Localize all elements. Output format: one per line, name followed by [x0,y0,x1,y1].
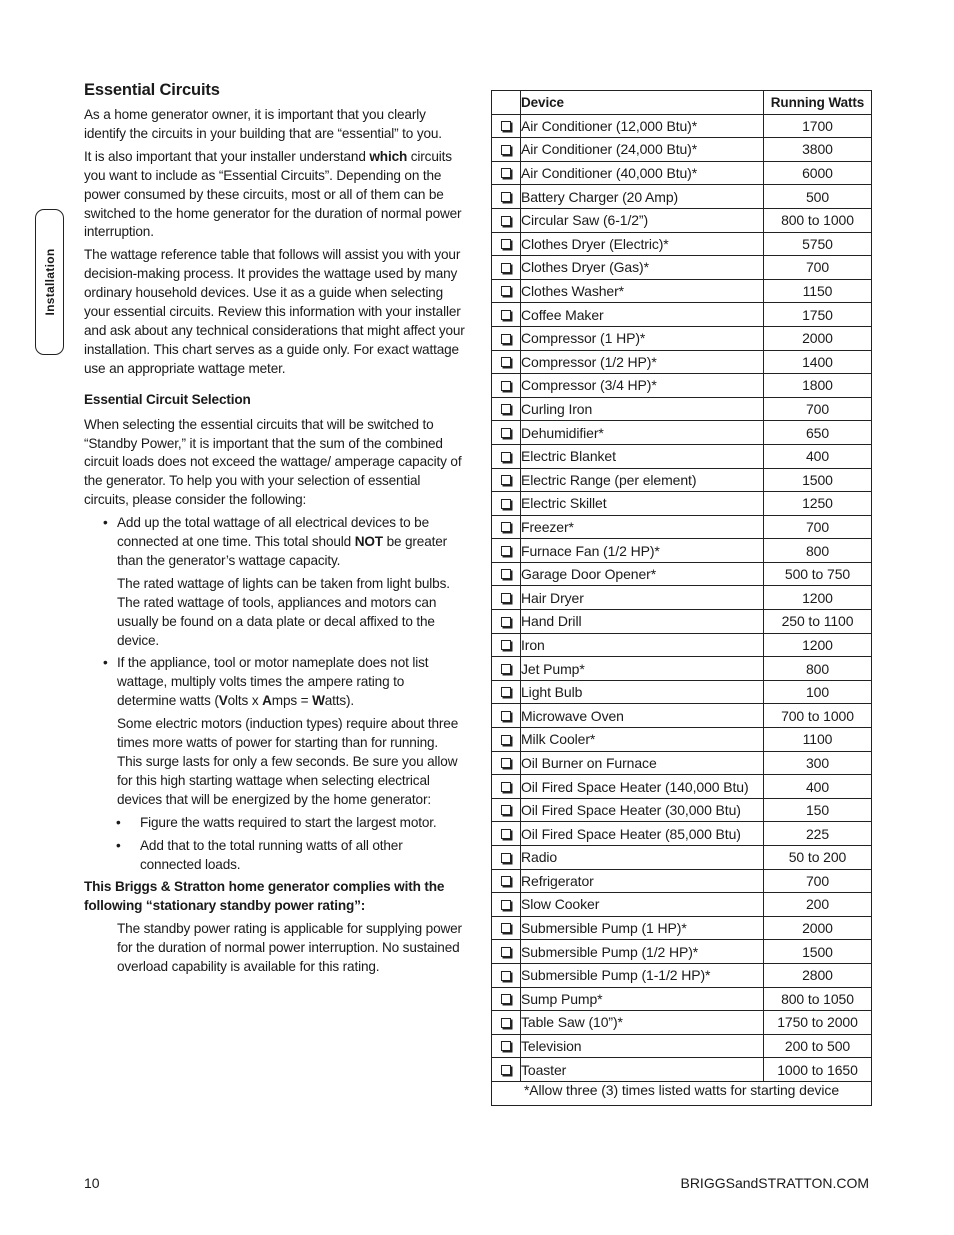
checkbox-icon[interactable] [501,334,511,344]
checkbox-icon[interactable] [501,452,511,462]
device-name: Hair Dryer [521,586,764,610]
table-header-row [492,91,872,115]
checkbox-icon[interactable] [501,900,511,910]
checkbox-icon[interactable] [501,971,511,981]
checkbox-icon[interactable] [501,499,511,509]
table-row [492,963,872,987]
checkbox-icon[interactable] [501,711,511,721]
bullet-mark: • [103,655,108,671]
row-checkbox-cell [492,610,521,634]
device-name: Compressor (1 HP)* [521,326,764,350]
device-name: Dehumidifier* [521,421,764,445]
row-checkbox-cell [492,704,521,728]
row-checkbox-cell [492,822,521,846]
running-watts: 1750 [764,303,872,327]
running-watts: 1100 [764,728,872,752]
device-name: Toaster [521,1058,764,1082]
checkbox-icon[interactable] [501,735,511,745]
running-watts: 5750 [764,232,872,256]
running-watts: 1200 [764,633,872,657]
device-name: Air Conditioner (12,000 Btu)* [521,114,764,138]
rating-heading: This Briggs & Stratton home generator complies with the following “stationary standby power rating”: [84,879,445,914]
table-row [492,940,872,964]
device-name: Air Conditioner (24,000 Btu)* [521,138,764,162]
table-row [492,492,872,516]
running-watts: 800 [764,539,872,563]
row-checkbox-cell [492,657,521,681]
section-tab [35,209,64,355]
reference-paragraph: The wattage reference table that follows will assist you with your decision-making process. It provides the wattage used by many ordinary household devices. Use it as a guide when selecting your essential circuits. Review this information with your installer and ask about any technical considerations that might affect your installation. This chart serves as a guide only. For exact wattage use an appropriate wattage meter. [84,247,465,376]
running-watts: 800 to 1050 [764,987,872,1011]
running-watts: 400 [764,444,872,468]
header-running-watts: Running Watts [764,91,872,115]
row-checkbox-cell [492,1058,521,1082]
checkbox-icon[interactable] [501,310,511,320]
subheading: Essential Circuit Selection [84,391,251,407]
table-row [492,846,872,870]
bullet-mark: • [103,515,108,531]
row-checkbox-cell [492,633,521,657]
wattage-table [491,90,872,1106]
table-row [492,728,872,752]
running-watts: 300 [764,751,872,775]
device-name: Compressor (3/4 HP)* [521,374,764,398]
device-name: Slow Cooker [521,893,764,917]
row-checkbox-cell [492,1034,521,1058]
device-name: Battery Charger (20 Amp) [521,185,764,209]
running-watts: 800 [764,657,872,681]
device-name: Jet Pump* [521,657,764,681]
table-row [492,138,872,162]
running-watts: 2800 [764,963,872,987]
table-row [492,893,872,917]
checkbox-icon[interactable] [501,687,511,697]
row-checkbox-cell [492,350,521,374]
device-name: Curling Iron [521,397,764,421]
table-row [492,610,872,634]
table-row [492,987,872,1011]
device-name: Submersible Pump (1-1/2 HP)* [521,963,764,987]
device-name: Iron [521,633,764,657]
device-name: Electric Range (per element) [521,468,764,492]
device-name: Air Conditioner (40,000 Btu)* [521,161,764,185]
running-watts: 700 to 1000 [764,704,872,728]
row-checkbox-cell [492,987,521,1011]
checkbox-icon[interactable] [501,782,511,792]
device-name: Circular Saw (6-1/2”) [521,208,764,232]
checkbox-icon[interactable] [501,947,511,957]
table-row [492,161,872,185]
page-number: 10 [84,1175,100,1191]
running-watts: 200 [764,893,872,917]
device-name: Electric Skillet [521,492,764,516]
device-name: Table Saw (10”)* [521,1011,764,1035]
device-name: Electric Blanket [521,444,764,468]
sub-bullet-item: • Figure the watts required to start the largest motor. [84,814,466,833]
table-row [492,539,872,563]
running-watts: 250 to 1100 [764,610,872,634]
installer-paragraph: It is also important that your installer understand which circuits you want to include as “Essential Circuits”. Depending on the power consumed by these circuits, most or all of them can be switched to the home generator for the duration of normal power interruption. [84,148,462,240]
running-watts: 1200 [764,586,872,610]
device-name: Clothes Washer* [521,279,764,303]
table-row [492,1034,872,1058]
row-checkbox-cell [492,138,521,162]
table-row [492,775,872,799]
bullet-item: • Add up the total wattage of all electrical devices to be connected at one time. This total should NOT be greater than the generator’s wattage capacity. [103,515,448,568]
row-checkbox-cell [492,1011,521,1035]
row-checkbox-cell [492,492,521,516]
device-name: Compressor (1/2 HP)* [521,350,764,374]
checkbox-icon[interactable] [501,286,511,296]
running-watts: 650 [764,421,872,445]
running-watts: 50 to 200 [764,846,872,870]
table-row [492,657,872,681]
table-row [492,562,872,586]
table-row [492,916,872,940]
device-name: Furnace Fan (1/2 HP)* [521,539,764,563]
running-watts: 1400 [764,350,872,374]
row-checkbox-cell [492,397,521,421]
website-url: BRIGGSandSTRATTON.COM [680,1175,869,1191]
row-checkbox-cell [492,728,521,752]
table-footnote: *Allow three (3) times listed watts for starting device [492,1081,872,1105]
row-checkbox-cell [492,374,521,398]
running-watts: 100 [764,680,872,704]
checkbox-icon[interactable] [501,263,511,273]
table-row [492,374,872,398]
checkbox-icon[interactable] [501,428,511,438]
running-watts: 1500 [764,468,872,492]
checkbox-icon[interactable] [501,475,511,485]
intro-paragraph: As a home generator owner, it is important that you clearly identify the circuits in your building that are “essential” to you. [84,107,442,141]
checkbox-icon[interactable] [501,569,511,579]
table-row [492,704,872,728]
device-name: Clothes Dryer (Gas)* [521,256,764,280]
table-row [492,279,872,303]
device-name: Oil Burner on Furnace [521,751,764,775]
table-body [492,114,872,1081]
device-name: Submersible Pump (1 HP)* [521,916,764,940]
checkbox-icon[interactable] [501,664,511,674]
row-checkbox-cell [492,444,521,468]
running-watts: 700 [764,256,872,280]
checkbox-icon[interactable] [501,876,511,886]
row-checkbox-cell [492,893,521,917]
selection-paragraph: When selecting the essential circuits that will be switched to “Standby Power,” it is important that the sum of the combined circuit loads does not exceed the wattage/ amperage capacity of the generator. To help you with your selection of essential circuits, please consider the following: [84,416,462,508]
header-device: Device [521,91,764,115]
checkbox-icon[interactable] [501,145,511,155]
bullet-detail: Some electric motors (induction types) require about three times more watts of power for starting than for running. This surge lasts for only a few seconds. Be sure you allow for this high starting wattage when selecting electrical devices that will be energized by the home generator: [117,716,459,807]
section-tab-label: Installation [42,248,57,316]
bullet-detail: The rated wattage of lights can be taken from light bulbs. The rated wattage of tools, appliances and motors can usually be found on a data plate or decal affixed to the device. [117,575,450,648]
row-checkbox-cell [492,963,521,987]
device-name: Microwave Oven [521,704,764,728]
device-name: Light Bulb [521,680,764,704]
table-row [492,232,872,256]
row-checkbox-cell [492,940,521,964]
running-watts: 1750 to 2000 [764,1011,872,1035]
table-row [492,633,872,657]
row-checkbox-cell [492,869,521,893]
bullet-item: • If the appliance, tool or motor nameplate does not list wattage, multiply volts times the ampere rating to determine watts (Volts x Amps = Watts). [103,655,429,709]
row-checkbox-cell [492,326,521,350]
checkbox-icon[interactable] [501,216,511,226]
running-watts: 700 [764,397,872,421]
checkbox-icon[interactable] [501,239,511,249]
running-watts: 500 to 750 [764,562,872,586]
device-name: Radio [521,846,764,870]
row-checkbox-cell [492,421,521,445]
checkbox-icon[interactable] [501,805,511,815]
checkbox-icon[interactable] [501,546,511,556]
checkbox-icon[interactable] [501,192,511,202]
table-row [492,680,872,704]
row-checkbox-cell [492,185,521,209]
row-checkbox-cell [492,539,521,563]
row-checkbox-cell [492,680,521,704]
table-row [492,869,872,893]
device-name: Milk Cooler* [521,728,764,752]
checkbox-icon[interactable] [501,617,511,627]
checkbox-icon[interactable] [501,758,511,768]
running-watts: 1800 [764,374,872,398]
device-name: Garage Door Opener* [521,562,764,586]
device-name: Oil Fired Space Heater (85,000 Btu) [521,822,764,846]
checkbox-icon[interactable] [501,1065,511,1075]
checkbox-icon[interactable] [501,923,511,933]
running-watts: 700 [764,869,872,893]
checkbox-icon[interactable] [501,853,511,863]
device-name: Sump Pump* [521,987,764,1011]
row-checkbox-cell [492,468,521,492]
running-watts: 1250 [764,492,872,516]
row-checkbox-cell [492,161,521,185]
running-watts: 2000 [764,916,872,940]
running-watts: 700 [764,515,872,539]
running-watts: 3800 [764,138,872,162]
bullet-mark: • [116,837,121,853]
device-name: Coffee Maker [521,303,764,327]
row-checkbox-cell [492,751,521,775]
device-name: Hand Drill [521,610,764,634]
running-watts: 2000 [764,326,872,350]
device-name: Submersible Pump (1/2 HP)* [521,940,764,964]
device-name: Oil Fired Space Heater (30,000 Btu) [521,798,764,822]
table-row [492,468,872,492]
table-row [492,256,872,280]
table-row [492,444,872,468]
device-name: Refrigerator [521,869,764,893]
table-row [492,303,872,327]
checkbox-icon[interactable] [501,357,511,367]
running-watts: 1700 [764,114,872,138]
table-row [492,1058,872,1082]
rating-text: The standby power rating is applicable for supplying power for the duration of normal power interruption. No sustained overload capability is available for this rating. [117,921,462,975]
row-checkbox-cell [492,256,521,280]
row-checkbox-cell [492,279,521,303]
table-row [492,822,872,846]
table-row [492,751,872,775]
checkbox-icon[interactable] [501,1041,511,1051]
running-watts: 800 to 1000 [764,208,872,232]
table-row [492,114,872,138]
checkbox-icon[interactable] [501,381,511,391]
table-row [492,798,872,822]
checkbox-icon[interactable] [501,168,511,178]
footnote-row [492,1081,872,1105]
row-checkbox-cell [492,586,521,610]
row-checkbox-cell [492,775,521,799]
sub-bullet-item: • Add that to the total running watts of all other connected loads. [116,837,403,872]
checkbox-icon[interactable] [501,404,511,414]
device-name: Clothes Dryer (Electric)* [521,232,764,256]
row-checkbox-cell [492,208,521,232]
device-name: Freezer* [521,515,764,539]
table-row [492,350,872,374]
table-row [492,421,872,445]
device-name: Television [521,1034,764,1058]
left-column [84,80,466,981]
bullet-mark: • [116,814,121,830]
checkbox-icon[interactable] [501,593,511,603]
section-heading: Essential Circuits [84,81,220,99]
running-watts: 500 [764,185,872,209]
running-watts: 6000 [764,161,872,185]
row-checkbox-cell [492,515,521,539]
running-watts: 150 [764,798,872,822]
table-row [492,326,872,350]
running-watts: 1500 [764,940,872,964]
table-row [492,208,872,232]
table-row [492,185,872,209]
table-row [492,586,872,610]
row-checkbox-cell [492,232,521,256]
row-checkbox-cell [492,798,521,822]
checkbox-icon[interactable] [501,522,511,532]
checkbox-icon[interactable] [501,640,511,650]
checkbox-icon[interactable] [501,121,511,131]
device-name: Oil Fired Space Heater (140,000 Btu) [521,775,764,799]
running-watts: 400 [764,775,872,799]
row-checkbox-cell [492,916,521,940]
running-watts: 200 to 500 [764,1034,872,1058]
checkbox-icon[interactable] [501,994,511,1004]
row-checkbox-cell [492,562,521,586]
row-checkbox-cell [492,303,521,327]
header-checkbox-cell [492,91,521,115]
running-watts: 1000 to 1650 [764,1058,872,1082]
row-checkbox-cell [492,846,521,870]
running-watts: 1150 [764,279,872,303]
table-row [492,515,872,539]
running-watts: 225 [764,822,872,846]
row-checkbox-cell [492,114,521,138]
checkbox-icon[interactable] [501,829,511,839]
table-row [492,397,872,421]
checkbox-icon[interactable] [501,1018,511,1028]
table-row [492,1011,872,1035]
